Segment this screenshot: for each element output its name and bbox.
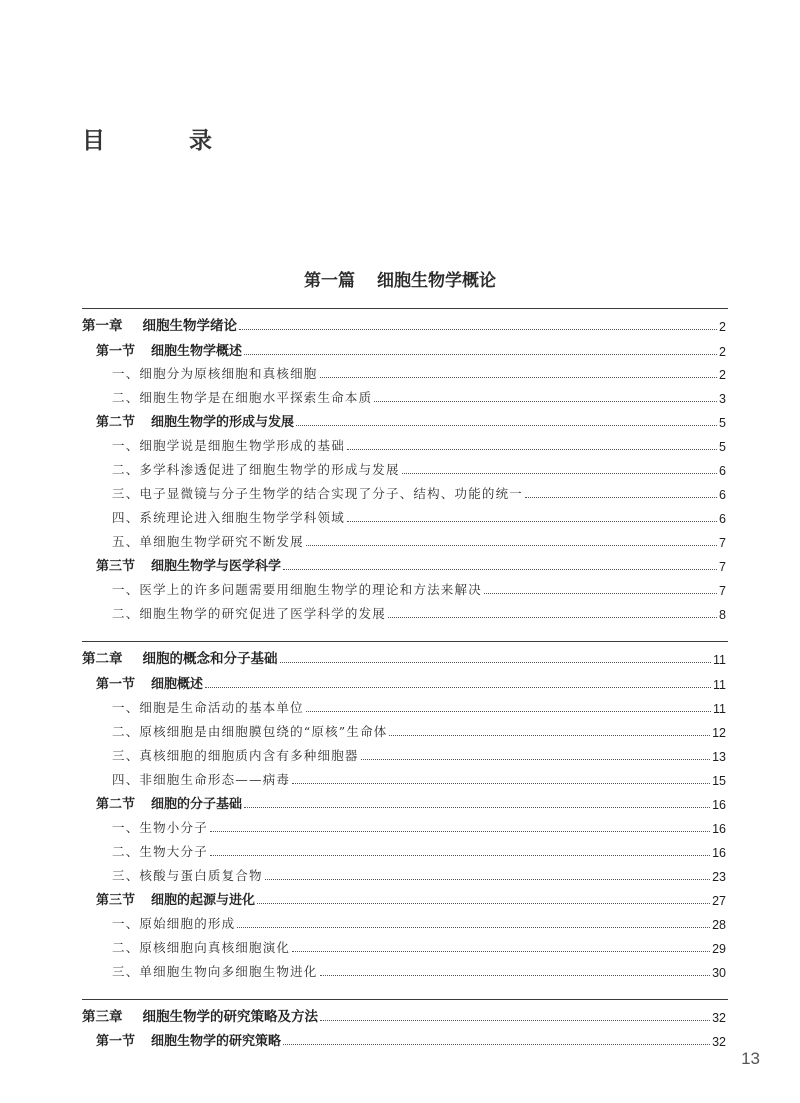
toc-page-number: 32 bbox=[712, 1035, 726, 1049]
toc-entry-text bbox=[82, 555, 281, 574]
toc-entry-text bbox=[82, 1005, 318, 1025]
chapter-divider-line bbox=[82, 641, 728, 642]
chapter-divider-line bbox=[82, 308, 728, 309]
toc-entry-title: 细胞生物学的研究策略 bbox=[151, 1034, 282, 1049]
toc-entry-text bbox=[82, 842, 208, 860]
toc-item bbox=[82, 912, 726, 932]
dot-leader bbox=[210, 854, 710, 856]
dot-leader bbox=[237, 926, 710, 928]
toc-entry-title: 五、单细胞生物学研究不断发展 bbox=[112, 534, 304, 549]
toc-entry-title: 一、细胞学说是细胞生物学形成的基础 bbox=[112, 438, 345, 453]
toc-entry-title: 细胞的起源与进化 bbox=[151, 893, 256, 908]
dot-leader bbox=[525, 496, 717, 498]
dot-leader bbox=[347, 448, 717, 450]
toc-item bbox=[82, 816, 726, 836]
toc-item bbox=[82, 578, 726, 598]
toc-item bbox=[82, 720, 726, 740]
toc-page-number: 16 bbox=[712, 798, 726, 812]
toc-entry-text bbox=[82, 340, 242, 359]
toc-entry-title: 一、生物小分子 bbox=[112, 820, 208, 835]
toc-entry-label: 第一章 bbox=[82, 318, 123, 334]
toc-entry-text bbox=[82, 818, 208, 836]
toc-item bbox=[82, 482, 726, 502]
toc-entry-text bbox=[82, 722, 387, 740]
toc-page-number: 2 bbox=[719, 368, 726, 382]
dot-leader bbox=[283, 1043, 710, 1045]
dot-leader bbox=[402, 472, 717, 474]
dot-leader bbox=[320, 974, 711, 976]
toc-page-number: 30 bbox=[712, 966, 726, 980]
toc-item bbox=[82, 602, 726, 622]
toc-page-number: 5 bbox=[719, 440, 726, 454]
toc-page-number: 6 bbox=[719, 512, 726, 526]
toc-entry-text bbox=[82, 914, 235, 932]
dot-leader bbox=[389, 734, 710, 736]
toc-entry-text bbox=[82, 770, 290, 788]
toc-item bbox=[82, 960, 726, 980]
toc-entry-title: 一、细胞分为原核细胞和真核细胞 bbox=[112, 366, 318, 381]
toc-entry-label: 第三节 bbox=[96, 893, 136, 908]
dot-leader bbox=[361, 758, 710, 760]
toc-page-number: 23 bbox=[712, 870, 726, 884]
toc-entry-title: 四、非细胞生命形态——病毒 bbox=[112, 772, 291, 787]
toc-entry-text bbox=[82, 436, 345, 454]
toc-chapter bbox=[82, 647, 726, 667]
chapter-divider-line bbox=[82, 999, 728, 1000]
dot-leader bbox=[388, 616, 717, 618]
toc-page-number: 7 bbox=[719, 536, 726, 550]
dot-leader bbox=[239, 328, 717, 330]
toc-page-number: 11 bbox=[713, 702, 726, 716]
toc-entry-title: 一、原始细胞的形成 bbox=[112, 916, 236, 931]
toc-section bbox=[82, 410, 726, 430]
toc-entry-title: 三、电子显微镜与分子生物学的结合实现了分子、结构、功能的统一 bbox=[112, 486, 524, 501]
toc-entry-title: 细胞生物学绪论 bbox=[142, 318, 237, 334]
dot-leader bbox=[347, 520, 717, 522]
toc-item bbox=[82, 458, 726, 478]
dot-leader bbox=[205, 686, 711, 688]
toc-entry-text bbox=[82, 388, 372, 406]
toc-entry-text bbox=[82, 938, 290, 956]
toc-section bbox=[82, 672, 726, 692]
toc-entry-text bbox=[82, 411, 294, 430]
toc-entry-title: 四、系统理论进入细胞生物学学科领域 bbox=[112, 510, 345, 525]
toc-entry-title: 细胞生物学的研究策略及方法 bbox=[142, 1009, 318, 1025]
part-name: 细胞生物学概论 bbox=[377, 271, 496, 291]
dot-leader bbox=[484, 592, 717, 594]
toc-entry-text bbox=[82, 647, 278, 667]
dot-leader bbox=[283, 568, 717, 570]
dot-leader bbox=[292, 782, 710, 784]
toc-entry-title: 细胞的分子基础 bbox=[151, 797, 243, 812]
dot-leader bbox=[320, 376, 718, 378]
dot-leader bbox=[265, 878, 710, 880]
toc-page-number: 6 bbox=[719, 488, 726, 502]
toc-entry-text bbox=[82, 793, 242, 812]
toc-page-number: 32 bbox=[712, 1011, 726, 1025]
toc-item bbox=[82, 864, 726, 884]
toc-chapter bbox=[82, 1005, 726, 1025]
toc-entry-title: 三、单细胞生物向多细胞生物进化 bbox=[112, 964, 318, 979]
dot-leader bbox=[257, 902, 710, 904]
toc-chapter bbox=[82, 314, 726, 334]
toc-entry-title: 细胞的概念和分子基础 bbox=[142, 651, 278, 667]
toc-entry-text bbox=[82, 698, 304, 716]
toc-entry-text bbox=[82, 962, 318, 980]
dot-leader bbox=[296, 424, 717, 426]
toc-entry-title: 一、细胞是生命活动的基本单位 bbox=[112, 700, 304, 715]
toc-page-number: 16 bbox=[712, 822, 726, 836]
toc-entry-title: 二、细胞生物学的研究促进了医学科学的发展 bbox=[112, 606, 387, 621]
toc-item bbox=[82, 362, 726, 382]
toc-page-number: 5 bbox=[719, 416, 726, 430]
toc-entry-title: 三、真核细胞的细胞质内含有多种细胞器 bbox=[112, 748, 359, 763]
toc-entry-text bbox=[82, 746, 359, 764]
dot-leader bbox=[280, 661, 712, 663]
toc-entry-title: 三、核酸与蛋白质复合物 bbox=[112, 868, 263, 883]
part-label: 第一篇 bbox=[304, 271, 355, 291]
toc-page-number: 16 bbox=[712, 846, 726, 860]
toc-page-number: 2 bbox=[719, 320, 726, 334]
toc-entry-label: 第二节 bbox=[96, 415, 136, 430]
toc-item bbox=[82, 768, 726, 788]
toc-entry-title: 二、原核细胞是由细胞膜包绕的“原核”生命体 bbox=[112, 724, 388, 739]
dot-leader bbox=[244, 806, 710, 808]
toc-entry-title: 二、生物大分子 bbox=[112, 844, 208, 859]
toc-section bbox=[82, 1029, 726, 1049]
toc-entry-label: 第三章 bbox=[82, 1009, 123, 1025]
toc-title: 目 录 bbox=[82, 128, 251, 154]
toc-page-number: 27 bbox=[712, 894, 726, 908]
toc-entry-text bbox=[82, 508, 345, 526]
toc-page-number: 7 bbox=[719, 584, 726, 598]
toc-entry-label: 第一节 bbox=[96, 344, 136, 359]
toc-page-number: 7 bbox=[719, 560, 726, 574]
toc-section bbox=[82, 339, 726, 359]
dot-leader bbox=[210, 830, 710, 832]
toc-entry-text bbox=[82, 580, 482, 598]
toc-entry-label: 第三节 bbox=[96, 559, 136, 574]
toc-item bbox=[82, 936, 726, 956]
toc-entry-title: 一、医学上的许多问题需要用细胞生物学的理论和方法来解决 bbox=[112, 582, 482, 597]
dot-leader bbox=[306, 710, 711, 712]
toc-entry-text bbox=[82, 364, 318, 382]
dot-leader bbox=[374, 400, 717, 402]
toc-item bbox=[82, 506, 726, 526]
toc-page-number: 15 bbox=[712, 774, 726, 788]
toc-section bbox=[82, 792, 726, 812]
toc-page-number: 8 bbox=[719, 608, 726, 622]
toc-page-number: 28 bbox=[712, 918, 726, 932]
toc-entry-label: 第二节 bbox=[96, 797, 136, 812]
toc-item bbox=[82, 840, 726, 860]
toc-item bbox=[82, 530, 726, 550]
toc-entry-title: 细胞生物学的形成与发展 bbox=[151, 415, 295, 430]
toc-item bbox=[82, 434, 726, 454]
toc-entry-title: 二、细胞生物学是在细胞水平探索生命本质 bbox=[112, 390, 373, 405]
toc-entry-text bbox=[82, 1030, 281, 1049]
toc-entry-text bbox=[82, 866, 263, 884]
toc-entry-text bbox=[82, 889, 255, 908]
toc-entry-text bbox=[82, 673, 203, 692]
toc-page-number: 11 bbox=[713, 653, 726, 667]
toc-entry-text bbox=[82, 314, 237, 334]
toc-page-number: 3 bbox=[719, 392, 726, 406]
toc-entry-label: 第二章 bbox=[82, 651, 123, 667]
toc-page-number: 2 bbox=[719, 345, 726, 359]
toc-entry-text bbox=[82, 484, 523, 502]
toc-item bbox=[82, 744, 726, 764]
toc-entry-label: 第一节 bbox=[96, 677, 136, 692]
toc-entry-text bbox=[82, 604, 386, 622]
toc-item bbox=[82, 386, 726, 406]
toc-entry-text bbox=[82, 460, 400, 478]
dot-leader bbox=[306, 544, 717, 546]
toc-page-number: 29 bbox=[712, 942, 726, 956]
toc-section bbox=[82, 888, 726, 908]
toc-page-number: 6 bbox=[719, 464, 726, 478]
toc-page-number: 12 bbox=[712, 726, 726, 740]
toc-section bbox=[82, 554, 726, 574]
toc-entry-title: 二、原核细胞向真核细胞演化 bbox=[112, 940, 291, 955]
toc-page-number: 13 bbox=[712, 750, 726, 764]
toc-entry-title: 细胞概述 bbox=[151, 677, 204, 692]
toc-entry-label: 第一节 bbox=[96, 1034, 136, 1049]
toc-item bbox=[82, 696, 726, 716]
dot-leader bbox=[320, 1019, 710, 1021]
toc-entry-title: 二、多学科渗透促进了细胞生物学的形成与发展 bbox=[112, 462, 400, 477]
dot-leader bbox=[244, 353, 717, 355]
toc-entry-text bbox=[82, 532, 304, 550]
toc-entry-title: 细胞生物学概述 bbox=[151, 344, 243, 359]
page-number: 13 bbox=[741, 1049, 760, 1068]
part-heading bbox=[0, 266, 800, 291]
toc-page-number: 11 bbox=[713, 678, 726, 692]
dot-leader bbox=[292, 950, 710, 952]
toc-entry-title: 细胞生物学与医学科学 bbox=[151, 559, 282, 574]
